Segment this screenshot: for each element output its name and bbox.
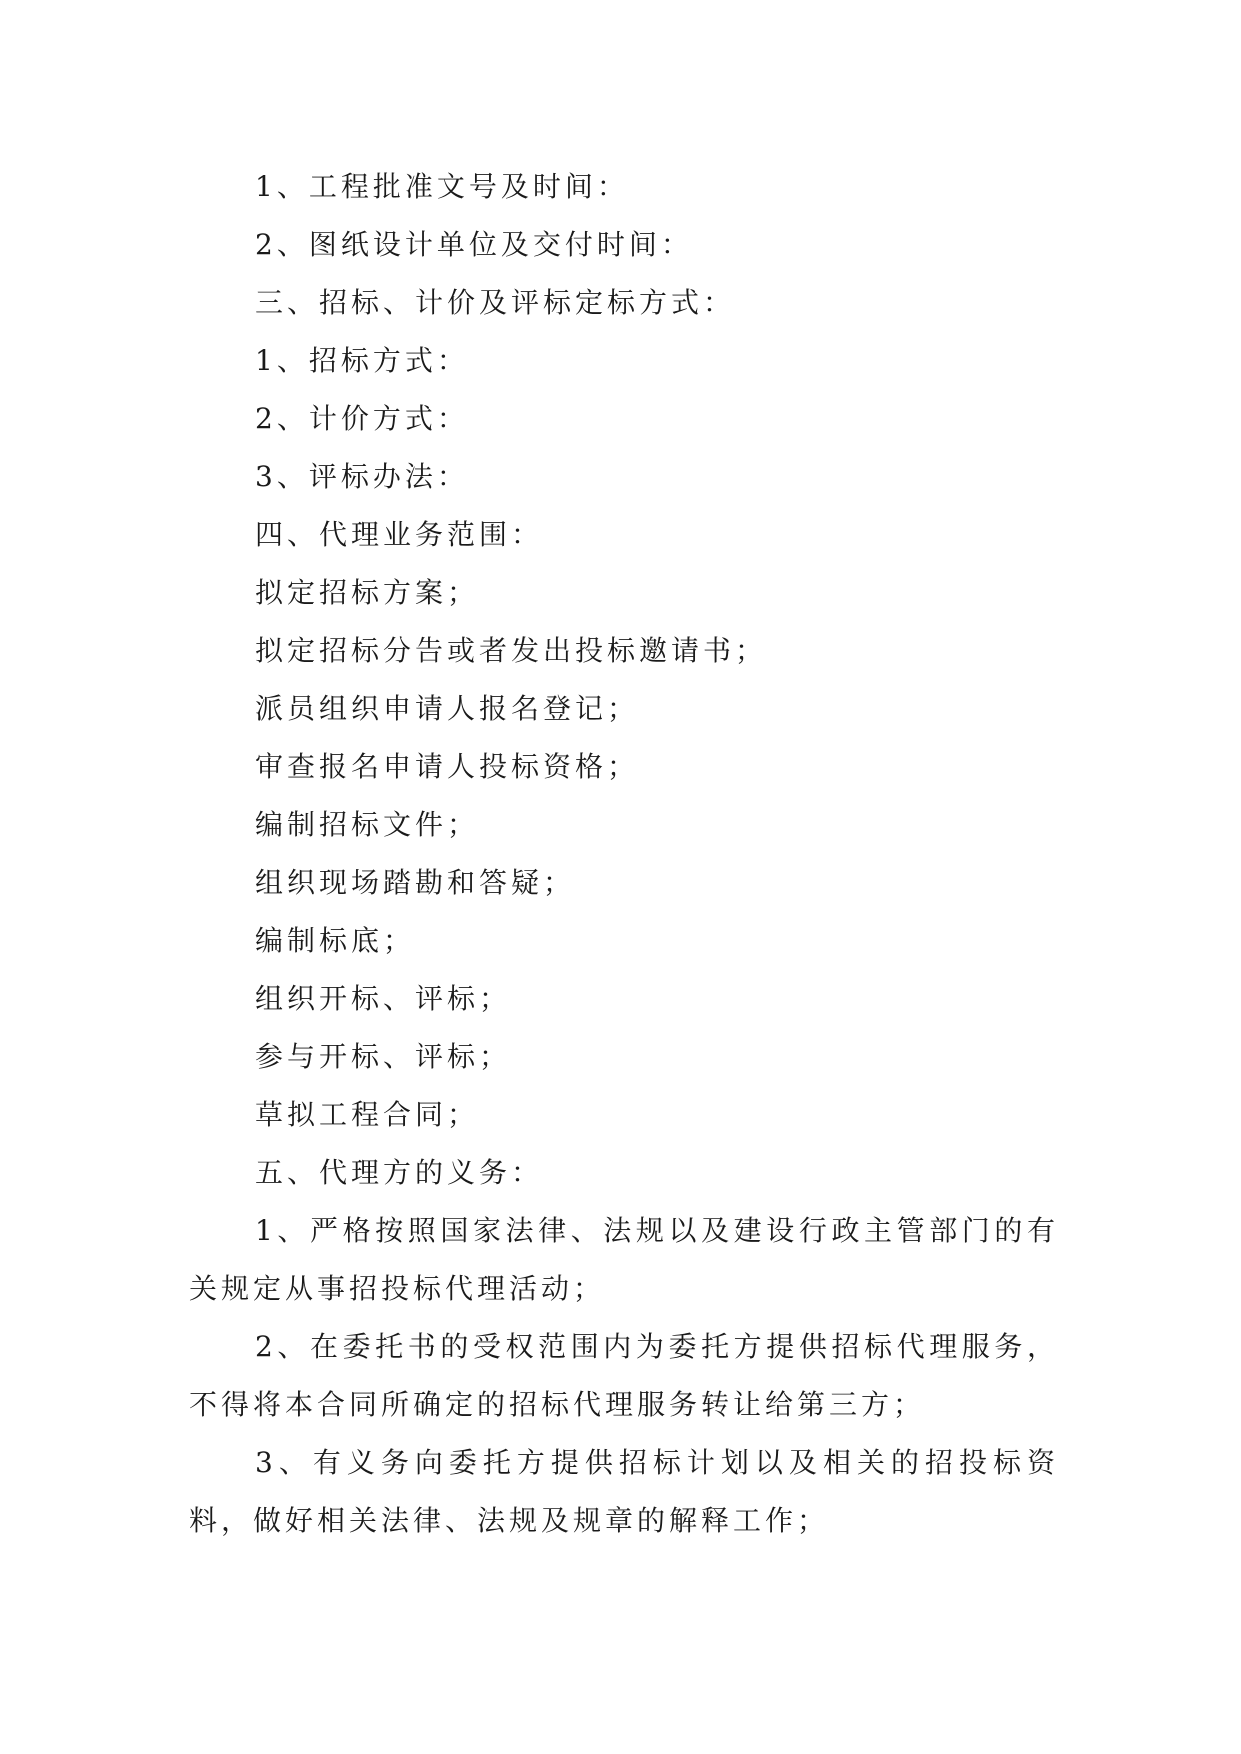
approval-number-line: 1、工程批准文号及时间：	[255, 170, 629, 203]
pricing-method-line: 2、计价方式：	[255, 402, 469, 435]
design-unit-line: 2、图纸设计单位及交付时间：	[255, 228, 693, 261]
scope-item: 组织现场踏勘和答疑；	[255, 866, 576, 899]
scope-item: 编制标底；	[255, 924, 416, 957]
document-body	[189, 158, 1059, 1550]
scope-item: 草拟工程合同；	[255, 1098, 480, 1131]
scope-item: 编制招标文件；	[255, 808, 480, 841]
scope-item: 审查报名申请人投标资格；	[255, 750, 640, 783]
scope-item: 参与开标、评标；	[255, 1040, 512, 1073]
scope-item: 拟定招标方案；	[255, 576, 480, 609]
evaluation-method-line: 3、评标办法：	[255, 460, 469, 493]
bidding-method-line: 1、招标方式：	[255, 344, 469, 377]
scope-item: 组织开标、评标；	[255, 982, 512, 1015]
section-heading-agent-obligations: 五、代理方的义务：	[255, 1156, 544, 1189]
scope-item: 拟定招标分告或者发出投标邀请书；	[255, 634, 768, 667]
obligation-paragraph: 1、严格按照国家法律、法规以及建设行政主管部门的有关规定从事招投标代理活动；	[189, 1214, 1059, 1305]
section-heading-agency-scope: 四、代理业务范围：	[255, 518, 544, 551]
obligation-paragraph: 3、有义务向委托方提供招标计划以及相关的招投标资料，做好相关法律、法规及规章的解释工作；	[189, 1446, 1059, 1537]
scope-item: 派员组织申请人报名登记；	[255, 692, 640, 725]
section-heading-bidding-method: 三、招标、计价及评标定标方式：	[255, 286, 736, 319]
obligation-paragraph: 2、在委托书的受权范围内为委托方提供招标代理服务，不得将本合同所确定的招标代理服务转让给第三方；	[189, 1330, 1059, 1421]
